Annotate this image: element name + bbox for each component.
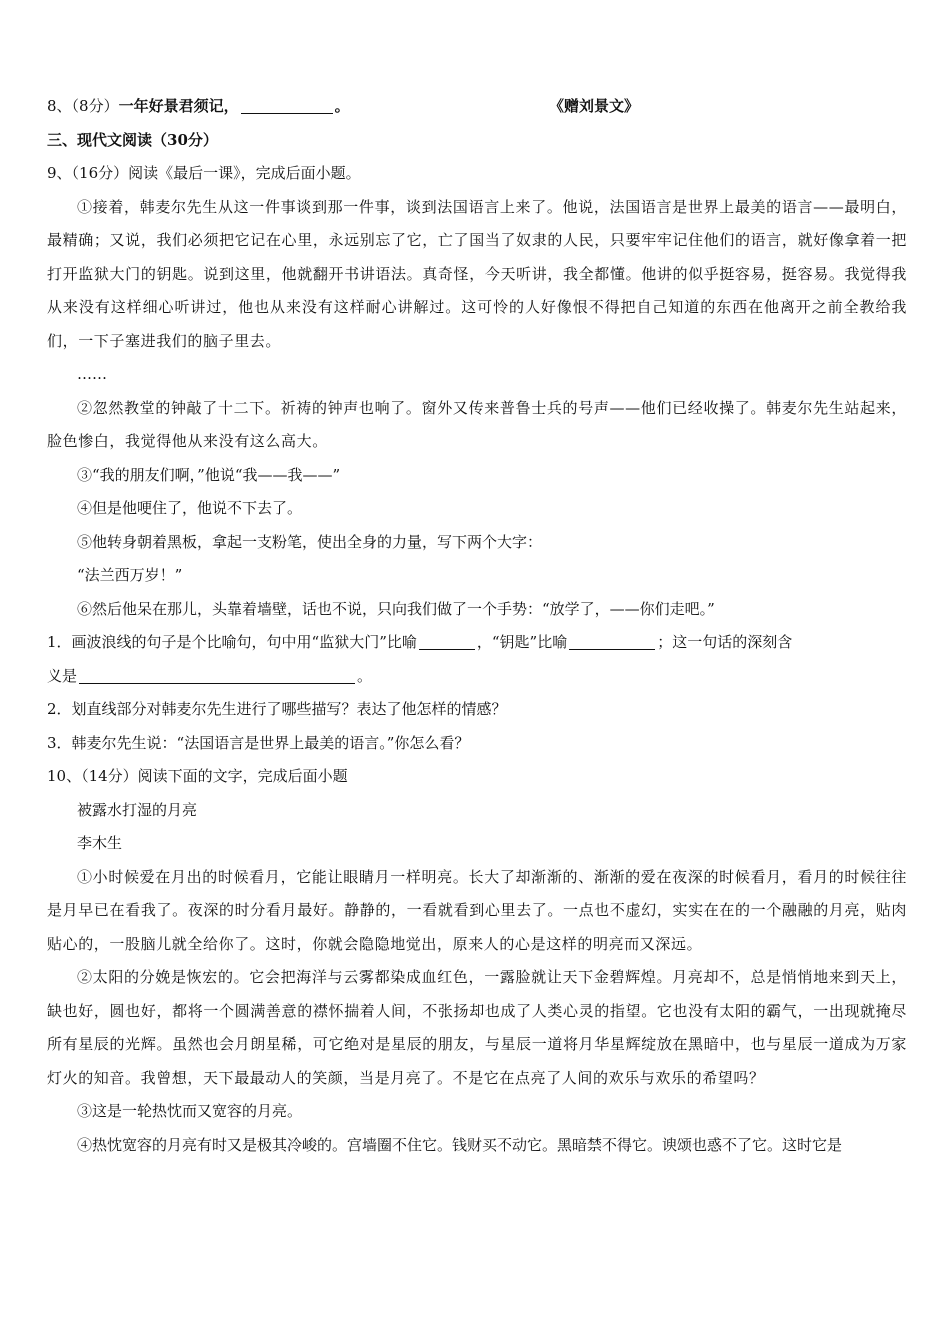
q9-sq1-part5: 。 [357, 666, 373, 685]
q9-sq1-part2: ，“钥匙”比喻 [476, 633, 568, 651]
q8-source: 《赠刘景文》 [549, 97, 640, 115]
q9-ellipsis: …… [77, 365, 107, 383]
q9-sub-question-1 [47, 626, 907, 660]
exam-page [47, 90, 907, 1162]
q9-sq1-part1: 1．画波浪线的句子是个比喻句，句中用“监狱大门”比喻 [47, 633, 417, 651]
q9-paragraph-1: ①接着，韩麦尔先生从这一件事谈到那一件事，谈到法国语言上来了。他说，法国语言是世界上最美的语言——最明白，最精确；又说，我们必须把它记在心里，永远别忘了它，亡了国当了奴隶的人民，只要牢牢记住他们的语言，就好像拿着一把打开监狱大门的钥匙。说到这里，他就翻开书讲语法。真奇怪，今天听讲，我全都懂。他讲的似乎挺容易，挺容易。我觉得我从来没有这样细心听讲过，他也从来没有这样耐心讲解过。这可怜的人好像恨不得把自己知道的东西在他离开之前全教给我们，一下子塞进我们的脑子里去。 [47, 197, 907, 350]
q9-slogan: “法兰西万岁！” [77, 566, 183, 584]
q9-paragraph-6: ⑥然后他呆在那儿，头靠着墙壁，话也不说，只向我们做了一个手势：“放学了，——你们走吧。” [77, 599, 715, 618]
q10-paragraph-1: ①小时候爱在月出的时候看月，它能让眼睛月一样明亮。长大了却渐渐的、渐渐的爱在夜深的时候看月，看月的时候往往是月早已在看我了。夜深的时分看月最好。静静的，一看就看到心里去了。一点也不虚幻，实实在在的一个融融的月亮，贴肉贴心的，一股脑儿就全给你了。这时，你就会隐隐地觉出，原来人的心是这样的明亮而又深远。 [47, 867, 907, 953]
q10-intro: 10、（14分）阅读下面的文字，完成后面小题 [47, 767, 348, 785]
q9-sq1-part4: 义是 [47, 666, 78, 685]
q10-article-author: 李木生 [77, 834, 123, 852]
q9-paragraph-5: ⑤他转身朝着黑板，拿起一支粉笔，使出全身的力量，写下两个大字： [77, 532, 543, 551]
q9-sq1-blank-3[interactable] [79, 665, 355, 684]
q9-sub-question-3: 3．韩麦尔先生说：“法国语言是世界上最美的语言。”你怎么看？ [47, 733, 470, 752]
q9-sq1-part3: ；这一句话的深刻含 [657, 633, 793, 651]
q10-paragraph-3: ③这是一轮热忱而又宽容的月亮。 [77, 1102, 303, 1120]
q9-paragraph-3: ③“我的朋友们啊，”他说“我——我——” [77, 465, 341, 484]
question-8 [47, 90, 907, 124]
q9-sq1-blank-2[interactable] [569, 631, 655, 650]
section-3-heading: 三、现代文阅读（30分） [47, 130, 218, 149]
q9-intro: 9、（16分）阅读《最后一课》，完成后面小题。 [47, 164, 361, 182]
q9-sq1-blank-1[interactable] [419, 631, 475, 650]
q9-sub-question-2: 2．划直线部分对韩麦尔先生进行了哪些描写？表达了他怎样的情感？ [47, 700, 507, 718]
q9-sub-question-1-cont [47, 660, 907, 694]
q10-paragraph-2: ②太阳的分娩是恢宏的。它会把海洋与云雾都染成血红色，一露脸就让天下金碧辉煌。月亮却不，总是悄悄地来到天上，缺也好，圆也好，都将一个圆满善意的襟怀揣着人间，不张扬却也成了人类心灵的指望。它也没有太阳的霸气，一出现就掩尽所有星辰的光辉。虽然也会月朗星稀，可它绝对是星辰的朋友，与星辰一道将月华星辉绽放在黑暗中，也与星辰一道成为万家灯火的知音。我曾想，天下最最动人的笑颜，当是月亮了。不是它在点亮了人间的欢乐与欢乐的希望吗？ [47, 968, 907, 1087]
q9-paragraph-2: ②忽然教堂的钟敲了十二下。祈祷的钟声也响了。窗外又传来普鲁士兵的号声——他们已经收操了。韩麦尔先生站起来，脸色惨白，我觉得他从来没有这么高大。 [47, 398, 907, 450]
q10-article-title: 被露水打湿的月亮 [77, 800, 198, 819]
q8-answer-blank[interactable] [241, 95, 333, 114]
q8-text: 一年好景君须记， [118, 97, 239, 115]
q8-period: 。 [334, 97, 350, 115]
q8-prefix: 8、（8分） [47, 97, 119, 115]
q9-paragraph-4: ④但是他哽住了，他说不下去了。 [77, 499, 303, 517]
q10-paragraph-4: ④热忱宽容的月亮有时又是极其冷峻的。宫墙圈不住它。钱财买不动它。黑暗禁不得它。谀颂也惑不了它。这时它是 [77, 1135, 843, 1154]
